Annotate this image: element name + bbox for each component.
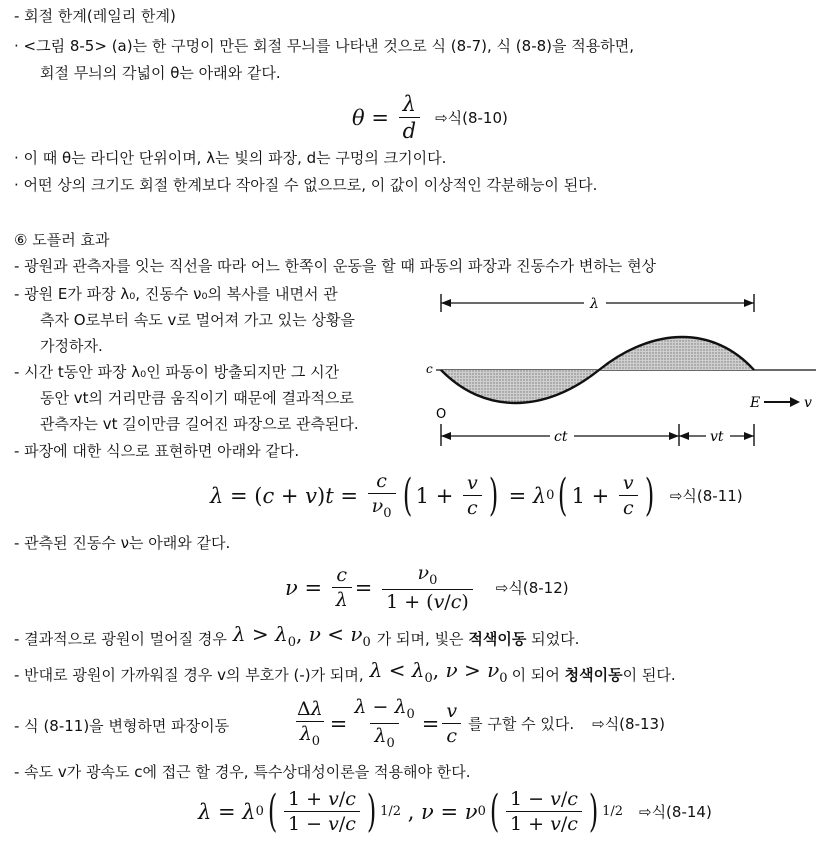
c-label: c xyxy=(426,362,433,376)
bullet-text: · <그림 8-5> (a)는 한 구멍이 만든 회절 무늬를 나타낸 것으로 식 (8-7), 식 (8-8)을 적용하면, xyxy=(14,37,634,55)
equation-8-10: θ = $\frac{\lambda}{d}$ ⇨식(8-10) xyxy=(352,92,508,143)
paragraph-text-continued: 관측자는 vt 길이만큼 길어진 파장으로 관측된다. xyxy=(40,415,359,433)
equation-8-11: λ = ( c + v ) t = $\frac{c}{\nu_0}$ ( 1 + $\frac{v}{c}$ ) = λ 0 ( 1 + $\frac{v}{c}$ ) ⇨식(8-11) xyxy=(210,469,743,521)
blueshift-condition: $\lambda < \lambda_0$, $\nu > \nu_0$ xyxy=(369,658,508,686)
paragraph-text: 를 구할 수 있다. xyxy=(468,715,575,733)
bullet-text: · 어떤 상의 크기도 회절 한계보다 작아질 수 없으므로, 이 값이 이상적인 각분해능이 된다. xyxy=(14,176,598,194)
section-heading-diffraction-limit: - 회절 한계(레일리 한계) xyxy=(14,7,176,25)
vt-label: vt xyxy=(710,429,724,445)
observer-label: O xyxy=(436,407,447,422)
equation-8-13: $\frac{\Delta\lambda}{\lambda_0}$ = $\frac{\lambda - \lambda_0}{\lambda_0}$ = $\frac{v}{c}$ 를 구할 수 있다. ⇨식(8-13) xyxy=(297,696,665,751)
source-label: E xyxy=(750,395,761,411)
paragraph-text: - 반대로 광원이 가까워질 경우 v의 부호가 (-)가 되며, xyxy=(14,665,364,684)
equation-8-12: ν = $\frac{c}{\lambda}$ = $\frac{\nu_0}{1 + (v/c)}$ ⇨식(8-12) xyxy=(285,562,569,613)
equation-reference: ⇨식(8-12) xyxy=(495,579,569,597)
paragraph-text: 이 된다. xyxy=(622,665,676,684)
paragraph-text: - 결과적으로 광원이 멀어질 경우 xyxy=(14,629,227,648)
redshift-line xyxy=(14,624,579,653)
equation-reference: ⇨식(8-11) xyxy=(669,487,743,505)
paragraph-text: - 광원 E가 파장 λ₀, 진동수 ν₀의 복사를 내면서 관 xyxy=(14,285,338,303)
blueshift-term: 청색이동 xyxy=(564,665,623,684)
bullet-text: · 이 때 θ는 라디안 단위이며, λ는 빛의 파장, d는 구멍의 크기이다. xyxy=(14,149,447,167)
velocity-label: v xyxy=(804,395,812,411)
paragraph-text: - 식 (8-11)을 변형하면 파장이동 xyxy=(14,717,230,735)
equation-reference: ⇨식(8-10) xyxy=(435,109,508,127)
paragraph-text-continued: 측자 O로부터 속도 v로 멀어져 가고 있는 상황을 xyxy=(40,311,355,329)
redshift-condition: $\lambda > \lambda_0$, $\nu < \nu_0$ xyxy=(232,622,371,650)
paragraph-text: - 광원과 관측자를 잇는 직선을 따라 어느 한쪽이 운동을 할 때 파동의 파장과 진동수가 변하는 현상 xyxy=(14,257,657,275)
paragraph-text: - 시간 t동안 파장 λ₀인 파동이 방출되지만 그 시간 xyxy=(14,363,340,381)
paragraph-text: - 관측된 진동수 ν는 아래와 같다. xyxy=(14,534,231,552)
paragraph-text: - 파장에 대한 식으로 표현하면 아래와 같다. xyxy=(14,442,300,460)
bullet-text-continued: 회절 무늬의 각넓이 θ는 아래와 같다. xyxy=(40,64,281,82)
blueshift-line xyxy=(14,660,676,689)
doppler-wave-figure xyxy=(424,286,816,452)
section-heading-doppler: ⑥ 도플러 효과 xyxy=(14,231,110,249)
paragraph-text: 가 되며, 빛은 xyxy=(376,629,464,648)
equation-reference: ⇨식(8-14) xyxy=(639,803,712,821)
lambda-label: λ xyxy=(590,296,599,312)
ct-label: ct xyxy=(554,429,568,445)
redshift-term: 적색이동 xyxy=(468,629,527,648)
paragraph-text-continued: 가정하자. xyxy=(40,337,103,355)
equation-8-14: λ = λ 0 ( 1 + v/c 1 − v/c ) 1/2 , ν = ν 0 ( 1 − v/c 1 + v/c ) 1/2 ⇨식(8-14) xyxy=(198,785,712,837)
paragraph-text: 이 되어 xyxy=(511,665,560,684)
paragraph-text: - 속도 v가 광속도 c에 접근 할 경우, 특수상대성이론을 적용해야 한다. xyxy=(14,763,471,781)
paragraph-text: 되었다. xyxy=(531,629,580,648)
equation-reference: ⇨식(8-13) xyxy=(592,715,665,733)
paragraph-text-continued: 동안 vt의 거리만큼 움직이기 때문에 결과적으로 xyxy=(40,389,354,407)
